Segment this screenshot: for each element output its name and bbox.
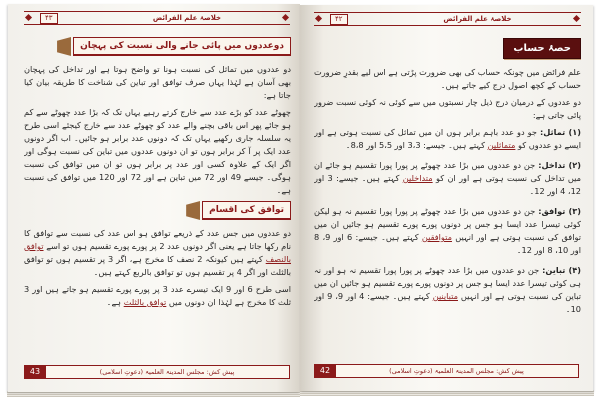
footer-page-number: 43 — [24, 365, 46, 379]
right-page-header — [314, 12, 581, 26]
footer-publisher-text: پیش کش: مجلس المدینۃ العلمیۃ (دعوتِ اسلامی) — [99, 368, 235, 376]
paragraph: علم فرائض میں چونکہ حساب کی بھی ضرورت پڑتی ہے اس لیے بقدرِ ضرورت حساب کے کچھ اصول درج کیے جاتے ہیں۔ — [314, 67, 581, 90]
highlighted-term: متوافقین — [421, 232, 452, 242]
item-text: کہتے ہیں۔ جیسے: 3 اور 12، 4 اور 12۔ — [314, 173, 581, 196]
header-title: خلاصۂ علم الفرائض — [443, 15, 512, 23]
right-page-body — [314, 35, 581, 355]
item-text: جو دو عدد باہم برابر ہوں ان میں تماثل کی نسبت ہوتی ہے اور ایسے دو عددوں کو — [314, 127, 581, 150]
header-ornament — [25, 14, 32, 21]
header-ornament — [282, 14, 289, 21]
paragraph-text: اسی طرح 6 اور 9 ایک تیسرے عدد 3 پر پورے پورے تقسیم ہو جاتے ہیں اور 3 ثلث کا مخرج ہے لہٰذا ان دونوں میں — [24, 284, 291, 307]
section-heading: دوعددوں میں پائی جانے والی نسبت کی پہچان — [73, 37, 291, 56]
header-title: خلاصۂ علم الفرائض — [152, 14, 222, 22]
highlighted-term: متباینین — [432, 291, 458, 301]
left-page-header — [24, 11, 290, 25]
list-item — [314, 159, 581, 198]
paragraph-text: دو عددوں میں جس عدد کے ذریعے توافق ہو اس عدد کی نسبت سے توافق کا نام رکھا جاتا ہے یعنی اگر دونوں عدد 2 پر پورے پورے تقسیم ہوں تو اسے — [24, 228, 291, 251]
paragraph — [24, 227, 291, 279]
footer-publisher-text: پیش کش: مجلس المدینۃ العلمیۃ (دعوتِ اسلامی) — [389, 367, 524, 375]
paragraph: دو عددوں میں تماثل کی نسبت ہونا تو واضح ہوتا ہے اور تداخل کی پہچان بھی آسان ہے لہٰذا یہاں صرف توافق اور تباین کی شناخت کا طریقہ بیان کیا جاتا ہے: — [24, 64, 291, 100]
right-page — [300, 5, 593, 391]
list-item — [314, 205, 581, 257]
paragraph: دو عددوں کے درمیان درج ذیل چار نسبتوں میں سے کوئی نہ کوئی نسبت ضرور پائی جاتی ہے: — [314, 97, 581, 120]
header-page-number: ۴۲ — [330, 14, 348, 25]
highlighted-term: متداخلین — [402, 173, 433, 183]
item-text: کہتے ہیں۔ جیسے: 6 اور 9، 8 اور 10، 8 اور 12۔ — [314, 232, 581, 255]
header-ornament — [315, 15, 322, 22]
left-page-body — [24, 34, 291, 356]
item-text: جن دو عددوں میں بڑا عدد چھوٹے پر پورا پورا تقسیم نہ ہو لیکن کوئی تیسرا عدد ایسا ہو جس پر دونوں پورے پورے تقسیم ہو جائیں ان میں توافق کی نسبت ہوتی ہے اور انہیں — [314, 206, 581, 242]
header-ornament — [573, 15, 580, 22]
chapter-heading-box — [314, 38, 581, 59]
heading-ornament — [57, 37, 71, 56]
left-page-footer — [24, 365, 290, 379]
item-text: کہتے ہیں۔ جیسے: 3،3 اور 5،5 اور 8،8۔ — [345, 140, 485, 150]
footer-page-number: 42 — [314, 364, 336, 378]
section-heading-box — [24, 201, 291, 220]
section-heading: توافق کی اقسام — [202, 201, 291, 220]
highlighted-term: متماثلین — [487, 140, 516, 150]
item-text: جن دو عددوں میں بڑا عدد چھوٹے پر پورا پورا تقسیم نہ ہو اور نہ ہی کوئی تیسرا عدد ایسا ہو جس پر دونوں پورے پورے تقسیم ہو جائیں ان میں تباین کی نسبت ہوتی ہے اور انہیں — [314, 265, 581, 301]
header-page-number: ۴۳ — [40, 13, 58, 24]
right-page-footer — [314, 364, 579, 378]
item-text: جن دو عددوں میں بڑا عدد چھوٹے پر پورا پورا تقسیم ہو جائے ان میں تداخل کی نسبت ہوتی ہے اور ان کو — [314, 160, 581, 183]
heading-ornament — [186, 201, 200, 220]
highlighted-term: توافق بالنصف — [24, 241, 291, 264]
paragraph-text: ہے۔ — [106, 297, 122, 307]
chapter-heading: حصۂ حساب — [503, 38, 581, 59]
list-item — [314, 126, 581, 152]
left-page — [8, 4, 300, 392]
list-item — [314, 264, 581, 316]
item-label: (۲) تداخل: — [538, 160, 581, 170]
highlighted-term: توافق بالثلث — [123, 297, 167, 307]
paragraph-text: کہتے ہیں کیونکہ 2 نصف کا مخرج ہے، اگر 3 پر تقسیم ہوں تو توافق بالثلث اور اگر 4 پر تقسیم ہوں تو توافق بالربع کہتے ہیں۔ — [24, 254, 291, 277]
item-label: (۳) توافق: — [538, 206, 581, 216]
item-label: (۱) تماثل: — [539, 127, 581, 137]
item-text: کہتے ہیں۔ جیسے: 4 اور 9، 9 اور 10۔ — [314, 291, 581, 314]
item-label: (۴) تباین: — [542, 265, 581, 275]
paragraph: چھوٹے عدد کو بڑے عدد سے خارج کرتے رہیے یہاں تک کہ بڑا عدد چھوٹے سے کم ہو جائے پھر اس باقی بچنے والے عدد کو چھوٹے عدد سے خارج کیجئے اسی طرح یہ سلسلہ جاری رکھیے یہاں تک کہ دونوں عدد برابر ہو جائیں۔ اب اگر دونوں عدد ایک پر آ کر برابر ہوں تو ان دونوں عددوں میں تباین کی نسبت ہوگی اور اگر ایک کے علاوہ کسی اور عدد پر برابر ہوں تو ان میں توافق کی نسبت ہوگی۔ جیسے 49 اور 72 میں تباین ہے اور 72 اور 120 میں توافق کی نسبت ہے۔ — [24, 107, 291, 195]
paragraph — [24, 283, 291, 309]
section-heading-box — [24, 37, 291, 56]
